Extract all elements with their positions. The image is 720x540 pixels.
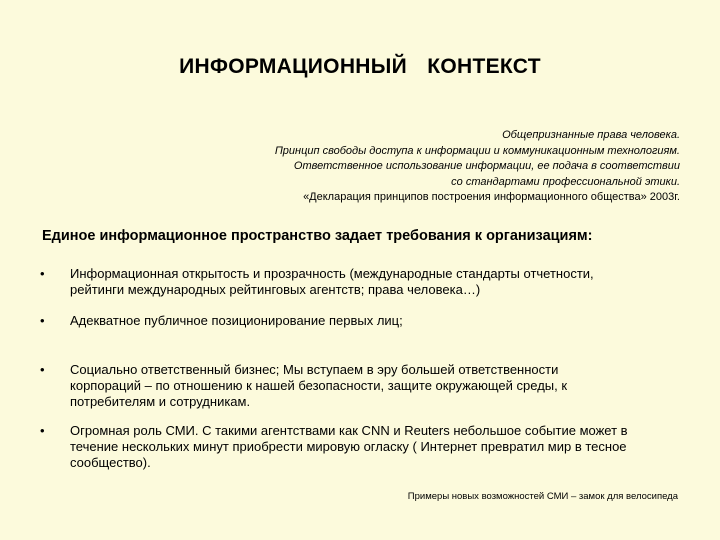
bullet-line: Социально ответственный бизнес; Мы вступаем в эру большей ответственности (70, 362, 559, 377)
epigraph-line: Принцип свободы доступа к информации и коммуникационным технологиям. (274, 144, 680, 157)
bullet-line: рейтинги международных рейтинговых агентств; права человека…) (70, 282, 481, 297)
bullet-text (70, 362, 690, 410)
epigraph-line: Ответственное использование информации, ее подача в соответствии (293, 160, 680, 172)
bullet-text (70, 266, 690, 298)
bullet-line: корпораций – по отношению к нашей безопасности, защите окружающей среды, к (70, 378, 568, 393)
epigraph (180, 128, 680, 206)
bullet-line: течение нескольких минут приобрести мировую огласку ( Интернет превратил мир в тесное (70, 439, 627, 454)
bullet-line: Огромная роль СМИ. С такими агентствами как CNN и Reuters небольшое событие может в (70, 423, 628, 438)
bullet-marker: • (40, 266, 45, 281)
bullet-line: Информационная открытость и прозрачность (международные стандарты отчетности, (70, 266, 594, 281)
bullet-line: сообщество). (70, 455, 151, 470)
bullet-text (70, 423, 690, 471)
epigraph-line: Общепризнанные права человека. (502, 129, 680, 141)
bullet-line: Адекватное публичное позиционирование первых лиц; (70, 313, 403, 328)
bullet-marker: • (40, 313, 45, 328)
footnote: Примеры новых возможностей СМИ – замок для велосипеда (407, 491, 678, 502)
epigraph-line: со стандартами профессиональной этики. (451, 175, 680, 188)
bullet-text (70, 313, 690, 329)
bullet-marker: • (40, 362, 45, 377)
section-heading: Единое информационное пространство задает требования к организациям: (42, 228, 593, 244)
bullet-line: потребителям и сотрудникам. (70, 394, 251, 409)
page-title: ИНФОРМАЦИОННЫЙ КОНТЕКСТ (179, 55, 541, 78)
bullet-marker: • (40, 423, 45, 438)
epigraph-source: «Декларация принципов построения информационного общества» 2003г. (303, 191, 680, 203)
